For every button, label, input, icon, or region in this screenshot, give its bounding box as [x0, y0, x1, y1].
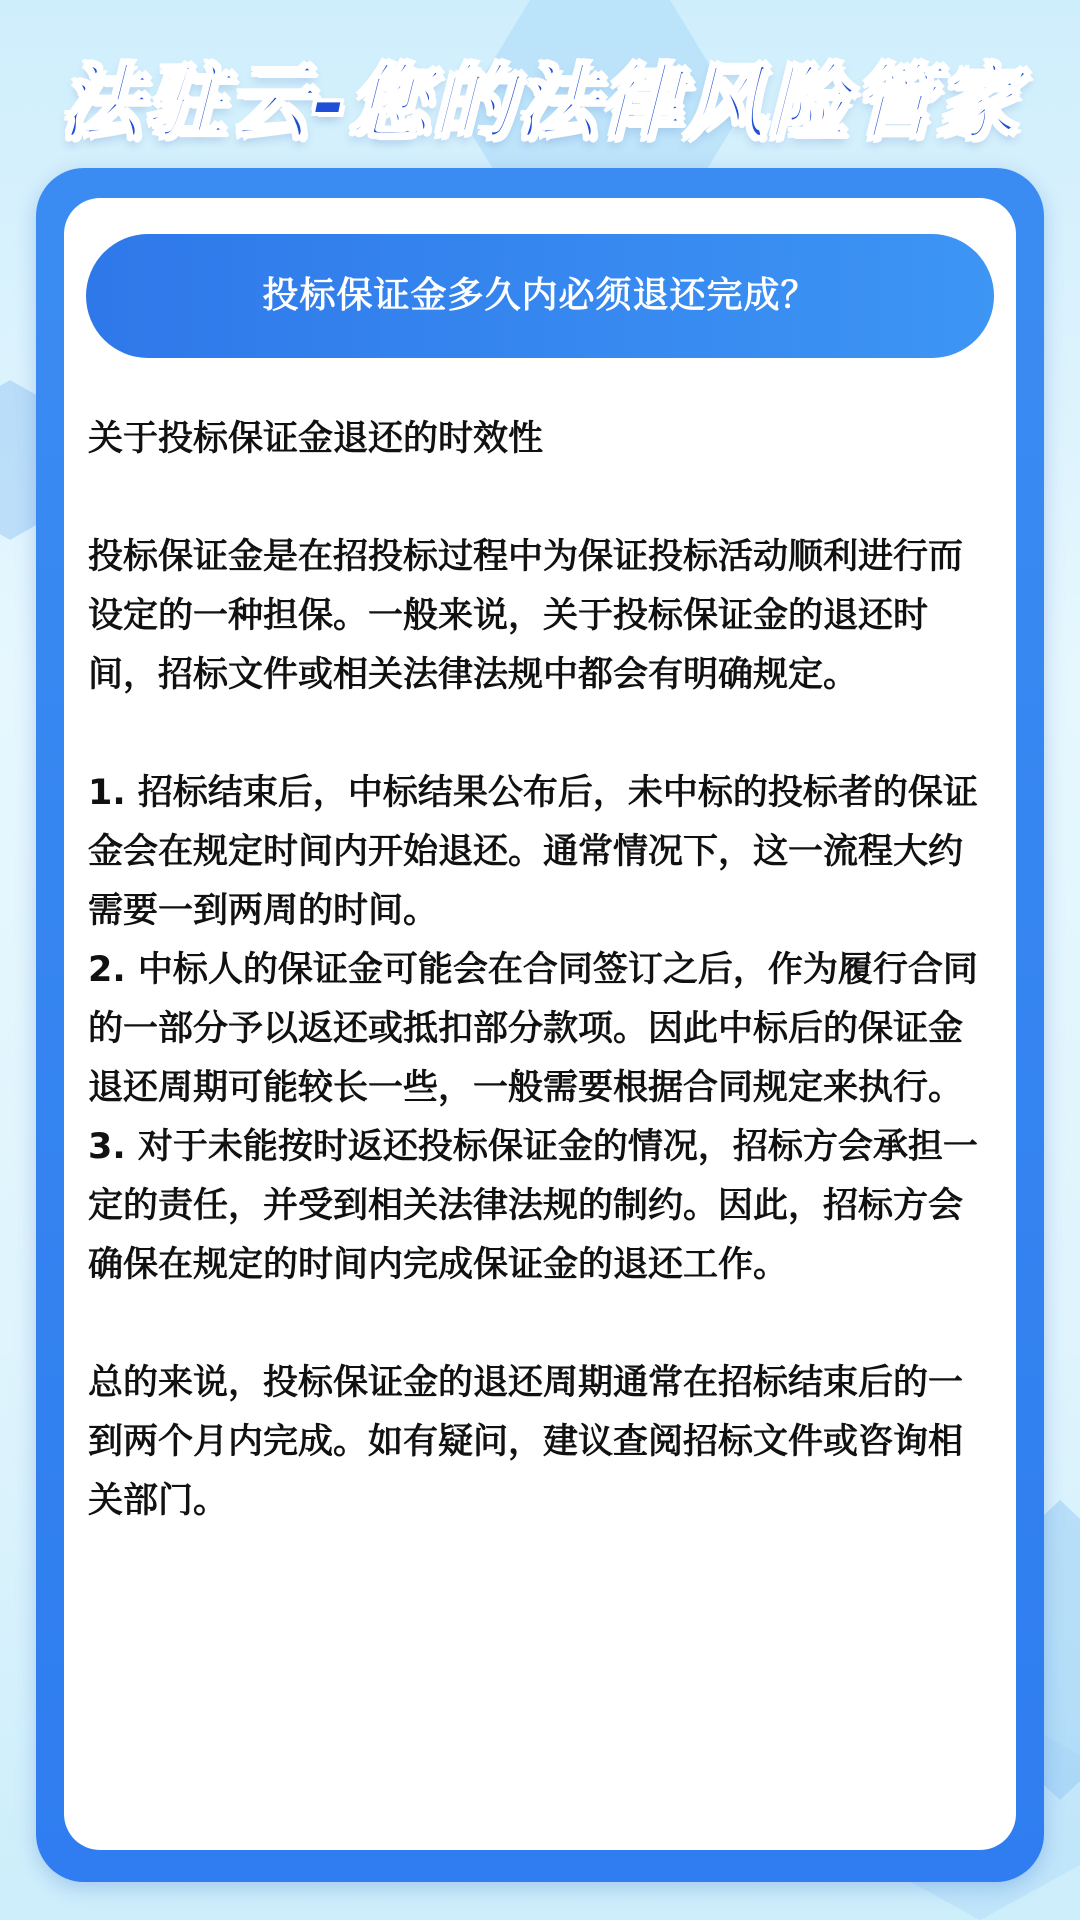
question-banner: 投标保证金多久内必须退还完成？ [86, 234, 994, 358]
paragraph-spacer [88, 705, 992, 764]
intro-paragraph: 投标保证金是在招投标过程中为保证投标活动顺利进行而设定的一种担保。一般来说，关于投标保证金的退还时间，招标文件或相关法律法规中都会有明确规定。 [88, 537, 964, 695]
paragraph-spacer [88, 1295, 992, 1354]
article-card [64, 198, 1016, 1850]
conclusion-paragraph: 总的来说，投标保证金的退还周期通常在招标结束后的一到两个月内完成。如有疑问，建议查阅招标文件或咨询相关部门。 [88, 1363, 964, 1521]
point-item-2: 2. 中标人的保证金可能会在合同签订之后，作为履行合同的一部分予以返还或抵扣部分款项。因此中标后的保证金退还周期可能较长一些，一般需要根据合同规定来执行。 [88, 950, 978, 1108]
paragraph-spacer [88, 469, 992, 528]
article-heading: 关于投标保证金退还的时效性 [88, 419, 544, 459]
article-body [88, 410, 992, 1531]
point-item-1: 1. 招标结束后，中标结果公布后，未中标的投标者的保证金会在规定时间内开始退还。通常情况下，这一流程大约需要一到两周的时间。 [88, 773, 978, 931]
article-card-frame [36, 168, 1044, 1882]
page-title: 法驻云-您的法律风险管家 [59, 56, 1021, 151]
point-item-3: 3. 对于未能按时返还投标保证金的情况，招标方会承担一定的责任，并受到相关法律法规的制约。因此，招标方会确保在规定的时间内完成保证金的退还工作。 [88, 1127, 978, 1285]
